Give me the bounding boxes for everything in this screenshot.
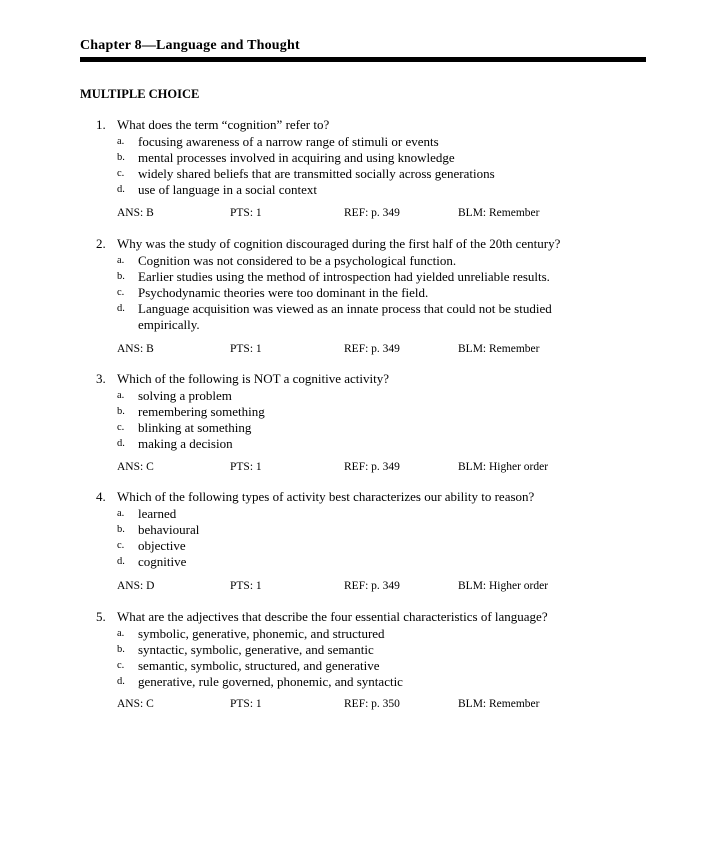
choice-letter: c. xyxy=(117,422,125,433)
choice-list xyxy=(0,506,708,570)
choice-text: generative, rule governed, phonemic, and syntactic xyxy=(138,674,403,689)
answer-key: ANS: D xyxy=(117,580,155,592)
choice-letter: a. xyxy=(117,628,125,639)
header-rule xyxy=(80,57,646,62)
question-number: 5. xyxy=(96,609,106,624)
choice-text: solving a problem xyxy=(138,388,232,403)
choice-a xyxy=(0,506,708,522)
choice-letter: a. xyxy=(117,255,125,266)
choice-letter: d. xyxy=(117,438,125,449)
choice-c xyxy=(0,658,708,674)
choice-letter: c. xyxy=(117,168,125,179)
choice-d xyxy=(0,301,708,333)
choice-list xyxy=(0,253,708,333)
choice-a xyxy=(0,253,708,269)
choice-list xyxy=(0,134,708,198)
choice-letter: c. xyxy=(117,287,125,298)
choice-text: syntactic, symbolic, generative, and semantic xyxy=(138,642,374,657)
question-number: 3. xyxy=(96,371,106,386)
choice-letter: a. xyxy=(117,136,125,147)
choice-c xyxy=(0,420,708,436)
page-reference: REF: p. 349 xyxy=(344,580,400,592)
answer-key: ANS: C xyxy=(117,698,154,710)
question-text: What are the adjectives that describe the four essential characteristics of language? xyxy=(117,609,548,624)
choice-b xyxy=(0,642,708,658)
page-reference: REF: p. 349 xyxy=(344,461,400,473)
choice-text: widely shared beliefs that are transmitted socially across generations xyxy=(138,166,495,181)
choice-d xyxy=(0,674,708,690)
choice-b xyxy=(0,404,708,420)
choice-letter: a. xyxy=(117,508,125,519)
points: PTS: 1 xyxy=(230,207,262,219)
section-heading: MULTIPLE CHOICE xyxy=(80,87,200,101)
choice-letter: c. xyxy=(117,660,125,671)
choice-letter: d. xyxy=(117,303,125,314)
points: PTS: 1 xyxy=(230,698,262,710)
question-text: Which of the following types of activity best characterizes our ability to reason? xyxy=(117,489,535,504)
blooms-level: BLM: Remember xyxy=(458,343,540,355)
answer-key: ANS: C xyxy=(117,461,154,473)
choice-letter: b. xyxy=(117,152,125,163)
choice-text: learned xyxy=(138,506,177,521)
choice-c xyxy=(0,166,708,182)
chapter-title: Chapter 8—Language and Thought xyxy=(80,38,300,53)
choice-list xyxy=(0,388,708,452)
choice-c xyxy=(0,538,708,554)
choice-b xyxy=(0,150,708,166)
choice-letter: b. xyxy=(117,406,125,417)
points: PTS: 1 xyxy=(230,343,262,355)
choice-b xyxy=(0,522,708,538)
choice-letter: d. xyxy=(117,556,125,567)
choice-text: objective xyxy=(138,538,186,553)
answer-key: ANS: B xyxy=(117,343,154,355)
choice-letter: d. xyxy=(117,676,125,687)
choice-a xyxy=(0,134,708,150)
choice-letter: c. xyxy=(117,540,125,551)
choice-letter: b. xyxy=(117,271,125,282)
choice-letter: d. xyxy=(117,184,125,195)
answer-key: ANS: B xyxy=(117,207,154,219)
choice-d xyxy=(0,554,708,570)
choice-text: focusing awareness of a narrow range of stimuli or events xyxy=(138,134,439,149)
choice-text: Language acquisition was viewed as an innate process that could not be studied empirically. xyxy=(138,301,552,332)
question-number: 2. xyxy=(96,236,106,251)
choice-c xyxy=(0,285,708,301)
question-text: Which of the following is NOT a cognitive activity? xyxy=(117,371,389,386)
choice-d xyxy=(0,182,708,198)
choice-text: use of language in a social context xyxy=(138,182,318,197)
blooms-level: BLM: Remember xyxy=(458,698,540,710)
choice-text: blinking at something xyxy=(138,420,252,435)
choice-text: Earlier studies using the method of introspection had yielded unreliable results. xyxy=(138,269,550,284)
choice-letter: b. xyxy=(117,644,125,655)
choice-a xyxy=(0,626,708,642)
question-number: 4. xyxy=(96,489,106,504)
choice-letter: b. xyxy=(117,524,125,535)
choice-text: Psychodynamic theories were too dominant in the field. xyxy=(138,285,429,300)
question-text: Why was the study of cognition discouraged during the first half of the 20th century? xyxy=(117,236,561,251)
choice-letter: a. xyxy=(117,390,125,401)
choice-text: cognitive xyxy=(138,554,187,569)
choice-text: Cognition was not considered to be a psychological function. xyxy=(138,253,457,268)
choice-text: making a decision xyxy=(138,436,233,451)
choice-text: mental processes involved in acquiring and using knowledge xyxy=(138,150,455,165)
choice-b xyxy=(0,269,708,285)
page-reference: REF: p. 349 xyxy=(344,207,400,219)
choice-text: semantic, symbolic, structured, and generative xyxy=(138,658,380,673)
blooms-level: BLM: Higher order xyxy=(458,461,549,473)
page-reference: REF: p. 350 xyxy=(344,698,400,710)
points: PTS: 1 xyxy=(230,580,262,592)
choice-text: symbolic, generative, phonemic, and structured xyxy=(138,626,385,641)
choice-text: remembering something xyxy=(138,404,265,419)
question-text: What does the term “cognition” refer to? xyxy=(117,117,330,132)
points: PTS: 1 xyxy=(230,461,262,473)
blooms-level: BLM: Remember xyxy=(458,207,540,219)
choice-list xyxy=(0,626,708,690)
question-number: 1. xyxy=(96,117,106,132)
choice-a xyxy=(0,388,708,404)
page-reference: REF: p. 349 xyxy=(344,343,400,355)
blooms-level: BLM: Higher order xyxy=(458,580,549,592)
choice-text: behavioural xyxy=(138,522,200,537)
choice-d xyxy=(0,436,708,452)
